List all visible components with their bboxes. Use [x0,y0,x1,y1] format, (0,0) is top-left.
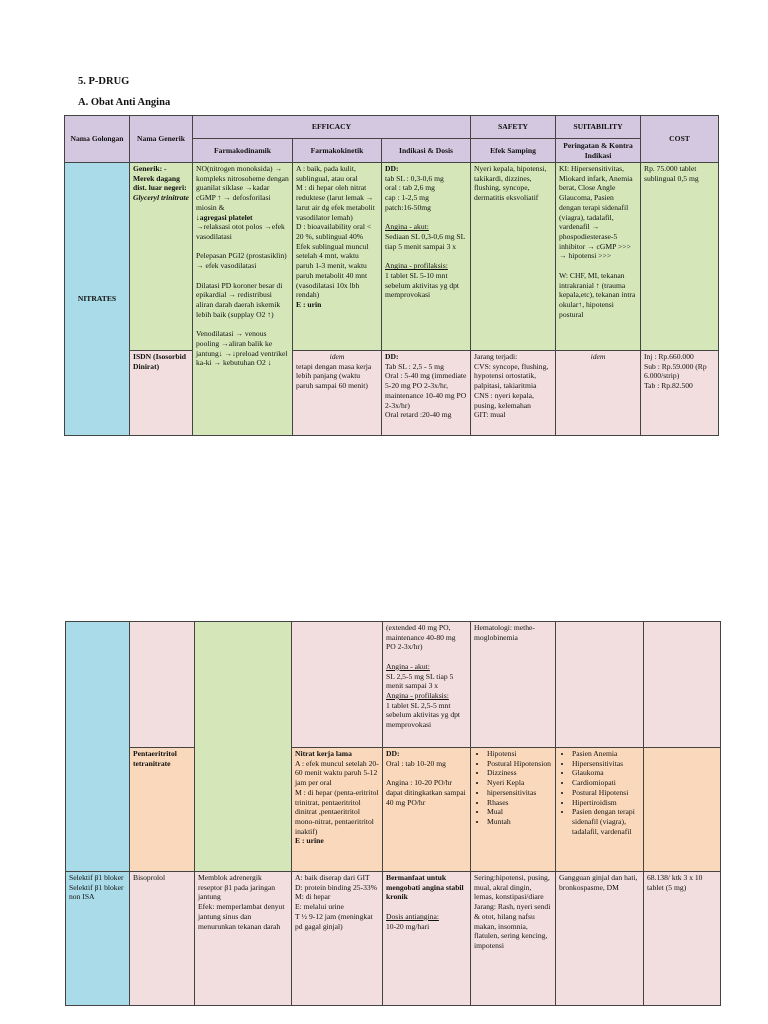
list-item: • Glaukoma [572,768,640,778]
farmakodinamik-bisoprolol: Memblok adrenergik reseptor β1 pada jaringan jantung Efek: memperlambat denyut jantung sinus dan menurunkan tekanan darah [195,872,292,1006]
header-efficacy: EFFICACY [193,116,471,139]
efek-samping-isdn: Jarang terjadi: CVS: syncope, flushing, hypotensi ortostatik, palpitasi, takiaritmia CNS : nyeri kepala, pusing, kelemahan GIT: mual [471,351,556,436]
efek-samping-pentaeritritol [471,748,556,872]
list-item: • Rhases [487,798,552,808]
generik-pentaeritritol: Pentaeritritol tetranitrate [130,748,195,872]
list-item: • Hipertiroidism [572,798,640,808]
generik-isdn-cont [130,622,195,748]
list-item: • Hipersensitivitas [572,759,640,769]
header-nama-generik: Nama Generik [130,116,193,163]
farmakodinamik-cont [195,622,292,872]
cost-isdn-cont [644,622,721,748]
list-item: • Pasien dengan terapi sidenafil (viagra), tadalafil, vardenafil [572,807,640,836]
drug-table-page-2 [65,621,721,1006]
peringatan-pentaeritritol [556,748,644,872]
header-suitability: SUITABILITY [556,116,641,139]
list-item: • hipersensitivitas [487,788,552,798]
subsection-heading: A. Obat Anti Angina [78,97,171,108]
efek-samping-isdn-cont: Hematologi: methe-moglobinemia [471,622,556,748]
header-indikasi: Indikasi & Dosis [382,139,471,163]
indikasi-isdn-cont: (extended 40 mg PO, maintenance 40-80 mg PO 2-3x/hr) Angina - akut: SL 2,5-5 mg SL tiap 5 menit sampai 3 x Angina - profilaksis: 1 tablet SL 2,5-5 mnt sebelum aktivitas yg dpt memprovokasi [383,622,471,748]
generik-gtn: Generik: - Merek dagang dist. luar negeri: Glyceryl trinitrate [130,163,193,351]
generik-bisoprolol: Bisoprolol [130,872,195,1006]
farmakokinetik-bisoprolol: A: baik diserap dari GIT D: protein binding 25-33% M: di hepar E: melalui urine T ½ 9-12 jam (meningkat pd gagal ginjal) [292,872,383,1006]
section-heading: 5. P-DRUG [78,76,130,87]
farmakokinetik-pentaeritritol: Nitrat kerja lama A : efek muncul setelah 20-60 menit waktu paruh 5-12 jam per oral M : di hepar (penta-eritritol trinitrat, pentaeritritol dinitrat ,pentaeritritol mono-nitrat, pentaeritritol inaktif) E : urine [292,748,383,872]
header-cost: COST [641,116,719,163]
indikasi-bisoprolol: Bermanfaat untuk mengobati angina stabil kronik Dosis antiangina: 10-20 mg/hari [383,872,471,1006]
list-item: • Cardiomiopati [572,778,640,788]
farmakokinetik-isdn: idem tetapi dengan masa kerja lebih panjang (waktu paruh sampai 60 menit) [293,351,382,436]
farmakokinetik-isdn-cont [292,622,383,748]
cost-isdn: Inj : Rp.660.000 Sub : Rp.59.000 (Rp 6.000/strip) Tab : Rp.82.500 [641,351,719,436]
golongan-nitrates-cont [66,622,130,872]
list-item: • Mual [487,807,552,817]
cost-pentaeritritol [644,748,721,872]
indikasi-gtn: DD: tab SL : 0,3-0,6 mg oral : tab 2,6 mg cap : 1-2,5 mg patch:16-50mg Angina - akut: Sediaan SL 0,3-0,6 mg SL tiap 5 menit sampai 3 x Angina - profilaksis: 1 tablet SL 5-10 mnt sebelum aktivitas yg dpt memprovokasi [382,163,471,351]
golongan-nitrates: NITRATES [65,163,130,436]
header-safety: SAFETY [471,116,556,139]
header-efek-samping: Efek Samping [471,139,556,163]
peringatan-gtn: KI: Hipersensitivitas, Miokard infark, Anemia berat, Close Angle Glaucoma, Pasien dengan terapi sidenafil (viagra), tadalafil, vardenafil → phospodiesterase-5 inhibitor → cGMP >>> → hipotensi >>> W: CHF, MI, tekanan intrakranial ↑ (trauma kepala,etc), tekanan intra okular↑, hipotensi postural [556,163,641,351]
list-item: • Muntah [487,817,552,827]
generik-isdn: ISDN (Isosorbid Dinirat) [130,351,193,436]
indikasi-pentaeritritol: DD: Oral : tab 10-20 mg Angina : 10-20 PO/hr dapat ditingkatkan sampai 40 mg PO/hr [383,748,471,872]
farmakodinamik-nitrates: NO(nitrogen monoksida) → kompleks nitrosoheme dengan guanilat siklase →kadar cGMP ↑ → defosforilasi miosin & ↓agregasi platelet →relaksasi otot polos →efek vasodilatasi Pelepasan PGI2 (prostasiklin) → efek vasodilatasi Dilatasi PD koroner besar di epikardial → redistribusi aliran darah daerah iskemik lebih baik (supplay O2 ↑) Venodilatasi → venous pooling →aliran balik ke jantung↓ →↓preload ventrikel ka-ki → kebutuhan O2 ↓ [193,163,293,436]
efek-samping-bisoprolol: Sering:hipotensi, pusing, mual, akral dingin, lemas, konstipasi/diare Jarang: Rash, nyeri sendi & otot, hilang nafsu makan, insomnia, flatulen, sering kencing, impotensi [471,872,556,1006]
list-item: • Pasien Anemia [572,749,640,759]
header-farmakodinamik: Farmakodinamik [193,139,293,163]
farmakokinetik-gtn: A : baik, pada kulit, sublingual, atau oral M : di hepar oleh nitrat reduktese (larut lemak → larut air dg efek metabolit vasodilator lemah) D : bioavailability oral < 20 %, sublingual 40% Efek sublingual muncul setelah 4 mnt, waktu paruh 1-3 menit, waktu paruh metabolit 40 mnt (vasodilatasi 10x lbh rendah) E : urin [293,163,382,351]
drug-table-page-1 [64,115,719,436]
header-nama-golongan: Nama Golongan [65,116,130,163]
indikasi-isdn: DD: Tab SL : 2,5 - 5 mg Oral : 5-40 mg (immediate 5-20 mg PO 2-3x/hr, maintenance 10-40 mg PO 2-3x/hr) Oral retard :20-40 mg [382,351,471,436]
list-item: • Nyeri Kepla [487,778,552,788]
list-item: • Dizziness [487,768,552,778]
list-item: • Hipotensi [487,749,552,759]
header-peringatan: Peringatan & Kontra Indikasi [556,139,641,163]
cost-bisoprolol: 68.138/ ktk 3 x 10 tablet (5 mg) [644,872,721,1006]
peringatan-isdn: idem [556,351,641,436]
list-item: • Postural Hipotension [487,759,552,769]
efek-samping-gtn: Nyeri kepala, hipotensi, takikardi, dizzines, flushing, syncope, dermatitis eksvoliatif [471,163,556,351]
list-item: • Postural Hipotensi [572,788,640,798]
header-farmakokinetik: Farmakokinetik [293,139,382,163]
cost-gtn: Rp. 75.000 tablet sublingual 0,5 mg [641,163,719,351]
golongan-bisoprolol: Selektif β1 bloker Selektif β1 bloker non ISA [66,872,130,1006]
peringatan-bisoprolol: Gangguan ginjal dan hati, bronkospasme, DM [556,872,644,1006]
peringatan-isdn-cont [556,622,644,748]
